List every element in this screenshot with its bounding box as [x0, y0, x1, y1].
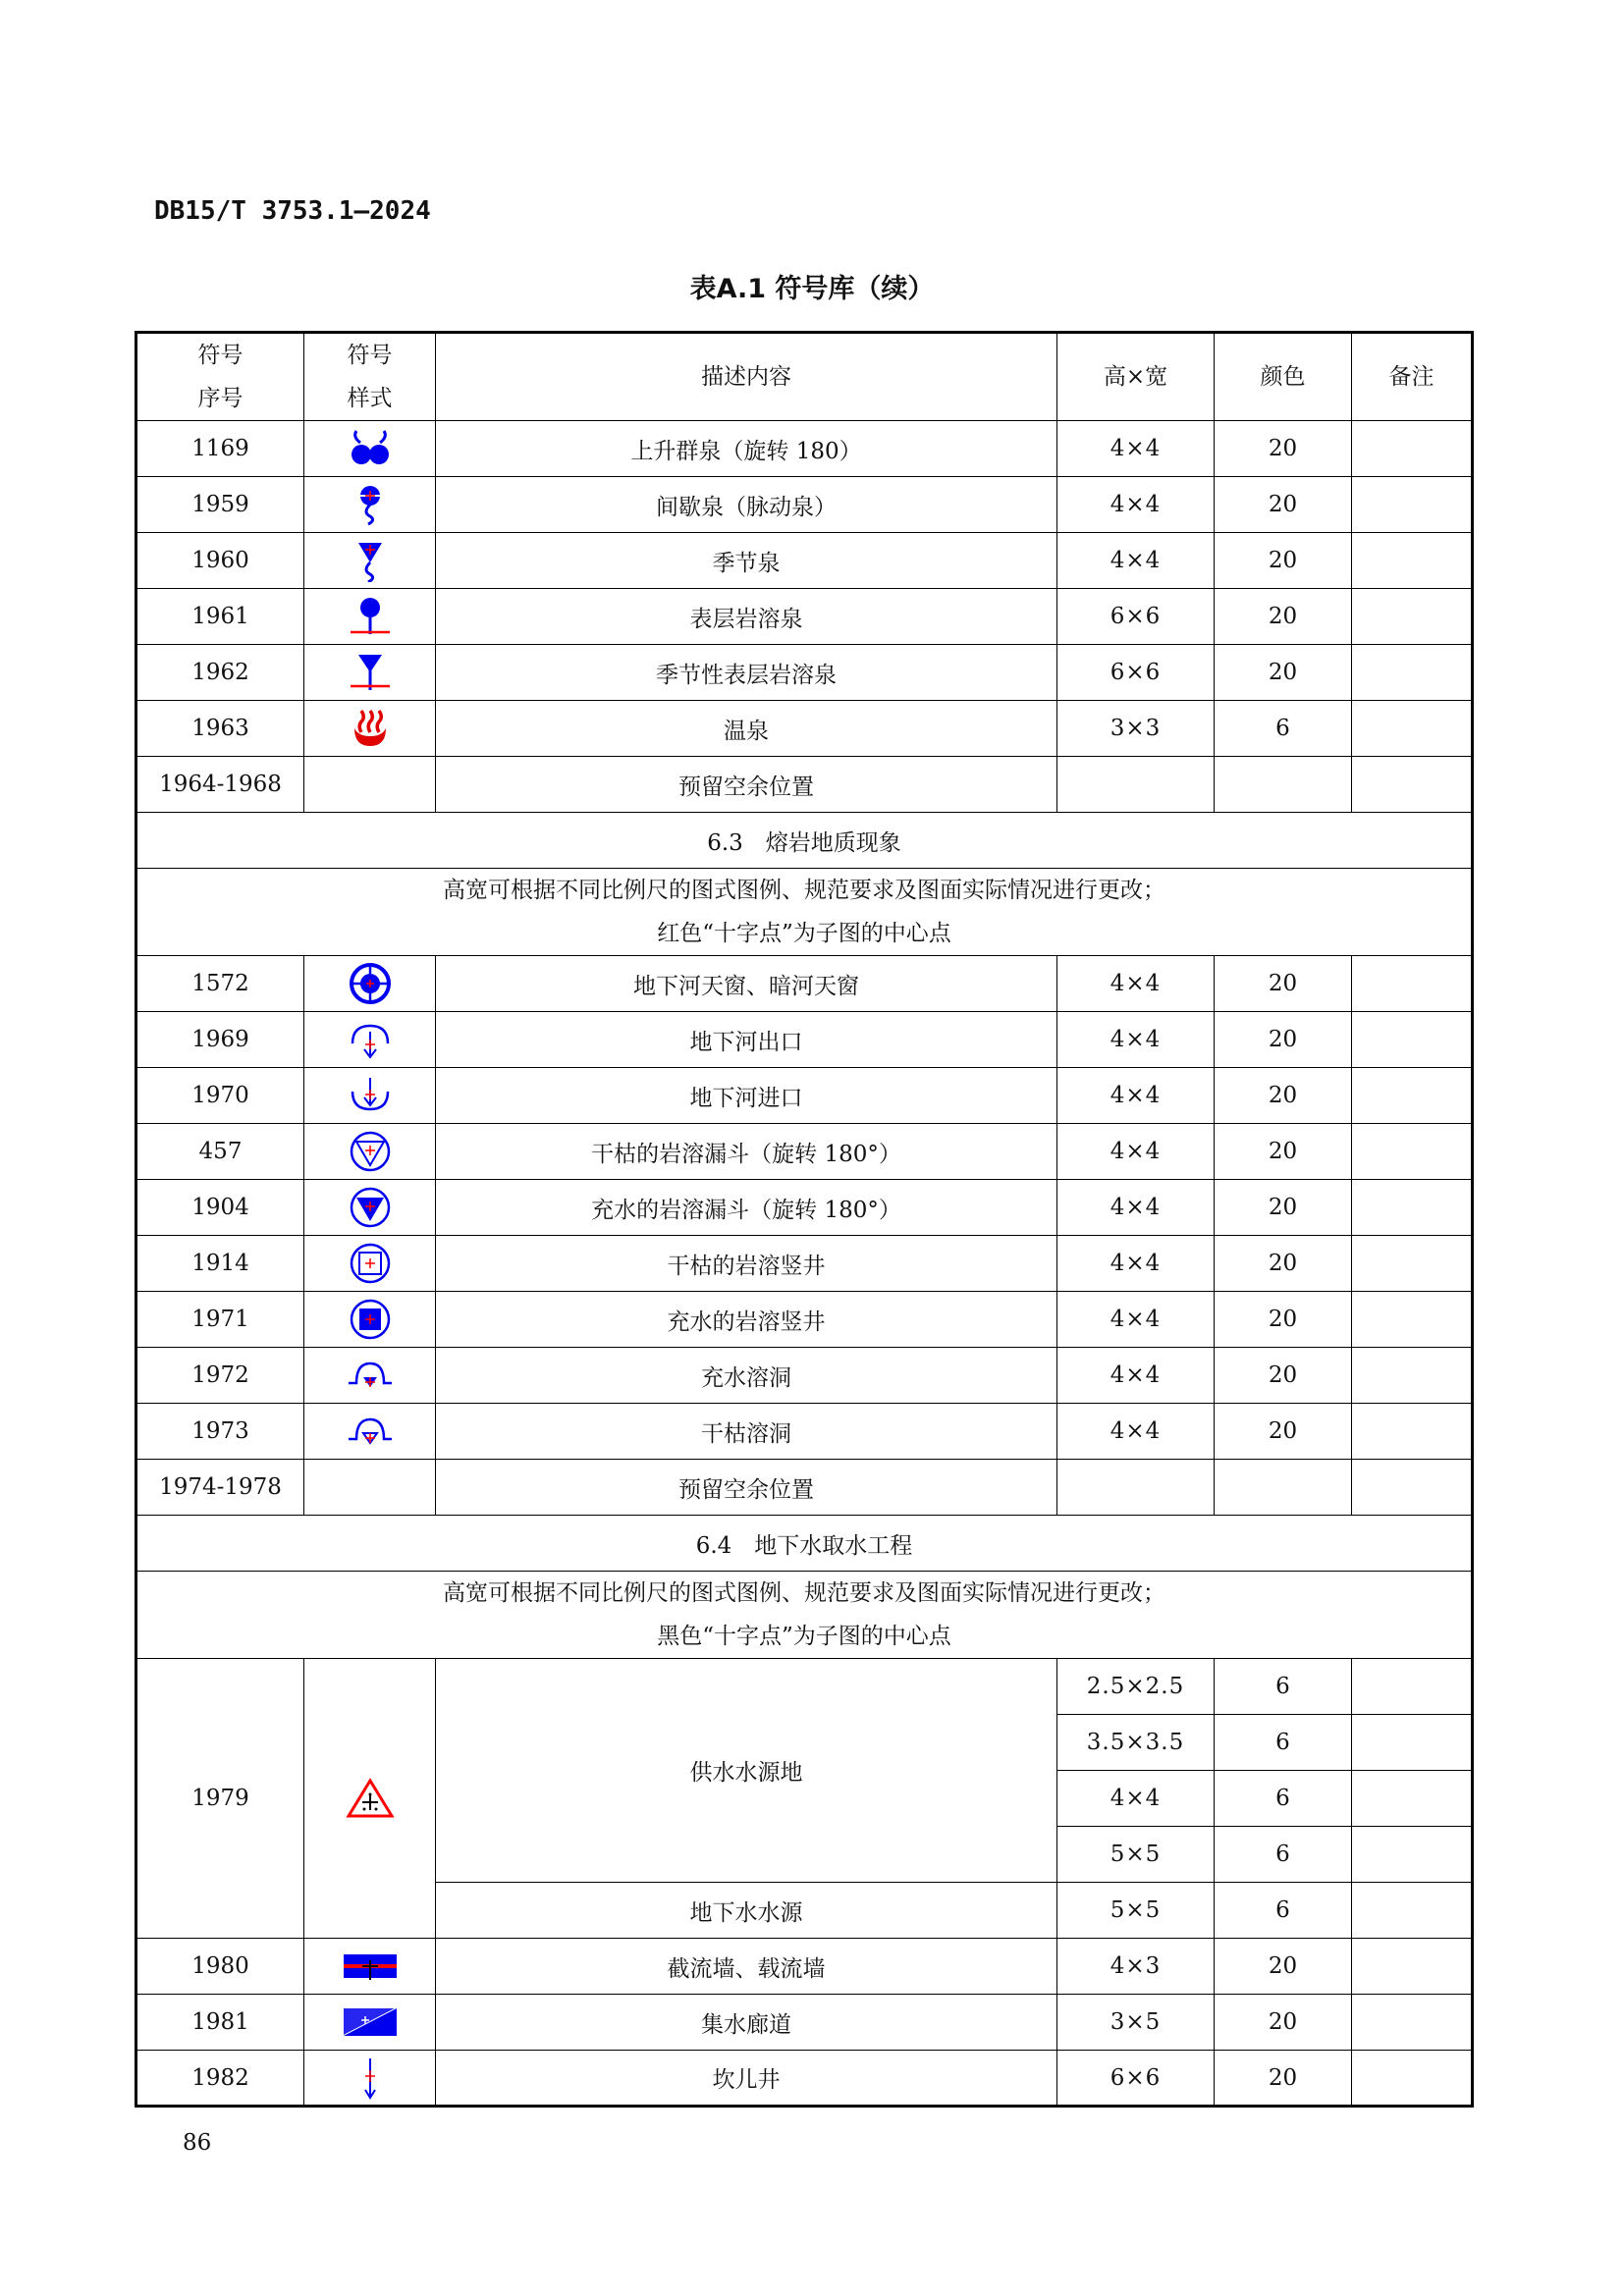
section-note: 高宽可根据不同比例尺的图式图例、规范要求及图面实际情况进行更改； 红色“十字点”为子图的中心点 — [136, 869, 1473, 956]
color-cell: 20 — [1215, 533, 1352, 589]
size-cell: 5×5 — [1057, 1827, 1215, 1883]
seq-cell: 1981 — [136, 1995, 304, 2051]
table-title: 表A.1 符号库（续） — [689, 274, 935, 304]
note-cell — [1352, 1236, 1473, 1292]
seq-cell: 1980 — [136, 1939, 304, 1995]
desc-cell: 预留空余位置 — [436, 757, 1057, 813]
header-desc: 描述内容 — [436, 333, 1057, 421]
color-cell: 20 — [1215, 421, 1352, 477]
color-cell: 20 — [1215, 1348, 1352, 1404]
note-cell — [1352, 2051, 1473, 2107]
size-cell: 4×4 — [1057, 1012, 1215, 1068]
color-cell: 20 — [1215, 645, 1352, 701]
desc-cell: 充水的岩溶漏斗（旋转 180°） — [436, 1180, 1057, 1236]
seasonal-spring-icon — [349, 539, 392, 582]
seasonal-surface-karst-spring-icon — [348, 651, 393, 694]
size-cell: 3×5 — [1057, 1995, 1215, 2051]
table-row — [136, 645, 1473, 701]
color-cell: 6 — [1215, 1827, 1352, 1883]
color-cell: 6 — [1215, 1659, 1352, 1715]
section-note: 高宽可根据不同比例尺的图式图例、规范要求及图面实际情况进行更改； 黑色“十字点”为子图的中心点 — [136, 1572, 1473, 1659]
note-cell — [1352, 421, 1473, 477]
seq-cell: 1979 — [136, 1659, 304, 1939]
note-cell — [1352, 1995, 1473, 2051]
size-cell: 4×4 — [1057, 1404, 1215, 1460]
underground-river-inlet-icon — [349, 1074, 392, 1117]
color-cell: 20 — [1215, 477, 1352, 533]
desc-cell: 季节泉 — [436, 533, 1057, 589]
seq-cell: 1572 — [136, 956, 304, 1012]
symbol-cell — [304, 1460, 436, 1516]
table-header-row — [136, 333, 1473, 421]
water-filled-karst-funnel-icon — [349, 1186, 392, 1229]
note-cell — [1352, 1883, 1473, 1939]
size-cell: 4×3 — [1057, 1939, 1215, 1995]
size-cell: 2.5×2.5 — [1057, 1659, 1215, 1715]
color-cell: 20 — [1215, 1292, 1352, 1348]
color-cell: 6 — [1215, 1715, 1352, 1771]
seq-cell: 1970 — [136, 1068, 304, 1124]
dry-karst-funnel-icon — [349, 1130, 392, 1173]
header-note: 备注 — [1352, 333, 1473, 421]
color-cell: 20 — [1215, 1404, 1352, 1460]
water-filled-karst-shaft-icon — [349, 1298, 392, 1341]
color-cell: 6 — [1215, 1883, 1352, 1939]
note-cell — [1352, 1068, 1473, 1124]
color-cell: 20 — [1215, 2051, 1352, 2107]
size-cell: 4×4 — [1057, 1236, 1215, 1292]
seq-cell: 1982 — [136, 2051, 304, 2107]
desc-cell: 截流墙、载流墙 — [436, 1939, 1057, 1995]
table-row — [136, 1995, 1473, 2051]
seq-cell: 1974-1978 — [136, 1460, 304, 1516]
symbol-cell — [304, 1995, 436, 2051]
header-style: 符号 样式 — [304, 333, 436, 421]
section-title: 6.4 地下水取水工程 — [136, 1516, 1473, 1572]
note-cell — [1352, 757, 1473, 813]
symbol-cell — [304, 701, 436, 757]
note-cell — [1352, 701, 1473, 757]
note-cell — [1352, 1939, 1473, 1995]
size-cell: 3×3 — [1057, 701, 1215, 757]
size-cell: 6×6 — [1057, 2051, 1215, 2107]
seq-cell: 1961 — [136, 589, 304, 645]
symbol-cell — [304, 1404, 436, 1460]
color-cell: 20 — [1215, 1180, 1352, 1236]
table-row — [136, 1180, 1473, 1236]
note-cell — [1352, 956, 1473, 1012]
section-title: 6.3 熔岩地质现象 — [136, 813, 1473, 869]
table-row — [136, 1068, 1473, 1124]
color-cell: 6 — [1215, 701, 1352, 757]
table-row — [136, 1460, 1473, 1516]
seq-cell: 1962 — [136, 645, 304, 701]
note-cell — [1352, 645, 1473, 701]
symbol-cell — [304, 1659, 436, 1939]
note-cell — [1352, 1348, 1473, 1404]
note-cell — [1352, 1012, 1473, 1068]
note-cell — [1352, 1771, 1473, 1827]
hot-spring-icon — [349, 707, 392, 750]
note-cell — [1352, 477, 1473, 533]
seq-cell: 1964-1968 — [136, 757, 304, 813]
note-cell — [1352, 1659, 1473, 1715]
color-cell: 20 — [1215, 1236, 1352, 1292]
symbol-cell — [304, 1068, 436, 1124]
symbol-cell — [304, 477, 436, 533]
seq-cell: 1169 — [136, 421, 304, 477]
size-cell: 4×4 — [1057, 1180, 1215, 1236]
seq-cell: 1904 — [136, 1180, 304, 1236]
desc-cell: 干枯溶洞 — [436, 1404, 1057, 1460]
intermittent-spring-icon — [349, 483, 392, 526]
desc-cell: 地下河天窗、暗河天窗 — [436, 956, 1057, 1012]
desc-cell: 干枯的岩溶漏斗（旋转 180°） — [436, 1124, 1057, 1180]
note-cell — [1352, 1180, 1473, 1236]
table-row — [136, 956, 1473, 1012]
surface-karst-spring-icon — [348, 595, 393, 638]
document-code: DB15/T 3753.1—2024 — [154, 196, 431, 226]
seq-cell: 1973 — [136, 1404, 304, 1460]
water-supply-source-icon — [346, 1777, 395, 1820]
color-cell: 20 — [1215, 1124, 1352, 1180]
symbol-cell — [304, 1939, 436, 1995]
color-cell — [1215, 757, 1352, 813]
collecting-gallery-icon — [342, 2004, 399, 2040]
seq-cell: 1972 — [136, 1348, 304, 1404]
seq-cell: 1963 — [136, 701, 304, 757]
header-seq: 符号 序号 — [136, 333, 304, 421]
page-number: 86 — [183, 2130, 212, 2156]
note-cell — [1352, 533, 1473, 589]
karez-well-icon — [355, 2056, 385, 2100]
table-row — [136, 589, 1473, 645]
size-cell: 4×4 — [1057, 1348, 1215, 1404]
desc-cell: 充水溶洞 — [436, 1348, 1057, 1404]
header-size: 高×宽 — [1057, 333, 1215, 421]
size-cell: 5×5 — [1057, 1883, 1215, 1939]
section-row-6-3 — [136, 813, 1473, 869]
note-cell — [1352, 1404, 1473, 1460]
symbol-cell — [304, 1124, 436, 1180]
desc-cell: 表层岩溶泉 — [436, 589, 1057, 645]
size-cell — [1057, 1460, 1215, 1516]
note-cell — [1352, 1827, 1473, 1883]
color-cell: 20 — [1215, 1995, 1352, 2051]
table-row — [136, 1939, 1473, 1995]
size-cell — [1057, 757, 1215, 813]
note-cell — [1352, 1715, 1473, 1771]
table-row — [136, 477, 1473, 533]
seq-cell: 1971 — [136, 1292, 304, 1348]
water-filled-karst-cave-icon — [347, 1354, 394, 1397]
symbol-cell — [304, 2051, 436, 2107]
table-row — [136, 533, 1473, 589]
ascending-group-spring-icon — [349, 427, 392, 470]
table-row — [136, 2051, 1473, 2107]
color-cell: 20 — [1215, 1068, 1352, 1124]
symbol-cell — [304, 1236, 436, 1292]
size-cell: 4×4 — [1057, 956, 1215, 1012]
table-row — [136, 701, 1473, 757]
color-cell: 20 — [1215, 1939, 1352, 1995]
symbol-cell — [304, 956, 436, 1012]
seq-cell: 1914 — [136, 1236, 304, 1292]
desc-cell: 坎儿井 — [436, 2051, 1057, 2107]
desc-cell: 上升群泉（旋转 180） — [436, 421, 1057, 477]
size-cell: 3.5×3.5 — [1057, 1715, 1215, 1771]
table-row — [136, 1404, 1473, 1460]
table-row — [136, 1236, 1473, 1292]
desc-cell: 季节性表层岩溶泉 — [436, 645, 1057, 701]
size-cell: 4×4 — [1057, 1292, 1215, 1348]
section-note-row — [136, 1572, 1473, 1659]
desc-cell: 集水廊道 — [436, 1995, 1057, 2051]
note-cell — [1352, 1460, 1473, 1516]
symbol-cell — [304, 589, 436, 645]
size-cell: 4×4 — [1057, 533, 1215, 589]
symbol-cell — [304, 421, 436, 477]
symbol-cell — [304, 1180, 436, 1236]
symbol-library-table — [135, 331, 1474, 2108]
color-cell: 20 — [1215, 1012, 1352, 1068]
seq-cell: 1969 — [136, 1012, 304, 1068]
seq-cell: 1959 — [136, 477, 304, 533]
size-cell: 6×6 — [1057, 589, 1215, 645]
size-cell: 6×6 — [1057, 645, 1215, 701]
seq-cell: 1960 — [136, 533, 304, 589]
cutoff-wall-icon — [342, 1949, 399, 1984]
desc-cell: 地下河进口 — [436, 1068, 1057, 1124]
desc-cell: 间歇泉（脉动泉） — [436, 477, 1057, 533]
symbol-cell — [304, 757, 436, 813]
section-note-row — [136, 869, 1473, 956]
symbol-cell — [304, 645, 436, 701]
size-cell: 4×4 — [1057, 1068, 1215, 1124]
desc-cell: 供水水源地 — [436, 1659, 1057, 1883]
dry-karst-shaft-icon — [349, 1242, 392, 1285]
desc-cell: 温泉 — [436, 701, 1057, 757]
size-cell: 4×4 — [1057, 1771, 1215, 1827]
color-cell: 20 — [1215, 956, 1352, 1012]
note-cell — [1352, 589, 1473, 645]
color-cell: 6 — [1215, 1771, 1352, 1827]
symbol-cell — [304, 1292, 436, 1348]
seq-cell: 457 — [136, 1124, 304, 1180]
underground-river-skylight-icon — [349, 962, 392, 1005]
desc-cell: 地下河出口 — [436, 1012, 1057, 1068]
symbol-cell — [304, 1348, 436, 1404]
table-row — [136, 1659, 1473, 1715]
desc-cell: 充水的岩溶竖井 — [436, 1292, 1057, 1348]
dry-karst-cave-icon — [347, 1410, 394, 1453]
size-cell: 4×4 — [1057, 1124, 1215, 1180]
table-row — [136, 1124, 1473, 1180]
section-row-6-4 — [136, 1516, 1473, 1572]
header-color: 颜色 — [1215, 333, 1352, 421]
table-row — [136, 421, 1473, 477]
desc-cell: 地下水水源 — [436, 1883, 1057, 1939]
desc-cell: 预留空余位置 — [436, 1460, 1057, 1516]
color-cell: 20 — [1215, 589, 1352, 645]
table-row — [136, 1012, 1473, 1068]
color-cell — [1215, 1460, 1352, 1516]
note-cell — [1352, 1124, 1473, 1180]
size-cell: 4×4 — [1057, 421, 1215, 477]
table-row — [136, 757, 1473, 813]
desc-cell: 干枯的岩溶竖井 — [436, 1236, 1057, 1292]
note-cell — [1352, 1292, 1473, 1348]
symbol-cell — [304, 1012, 436, 1068]
size-cell: 4×4 — [1057, 477, 1215, 533]
symbol-cell — [304, 533, 436, 589]
table-row — [136, 1348, 1473, 1404]
table-row — [136, 1292, 1473, 1348]
underground-river-outlet-icon — [349, 1018, 392, 1061]
